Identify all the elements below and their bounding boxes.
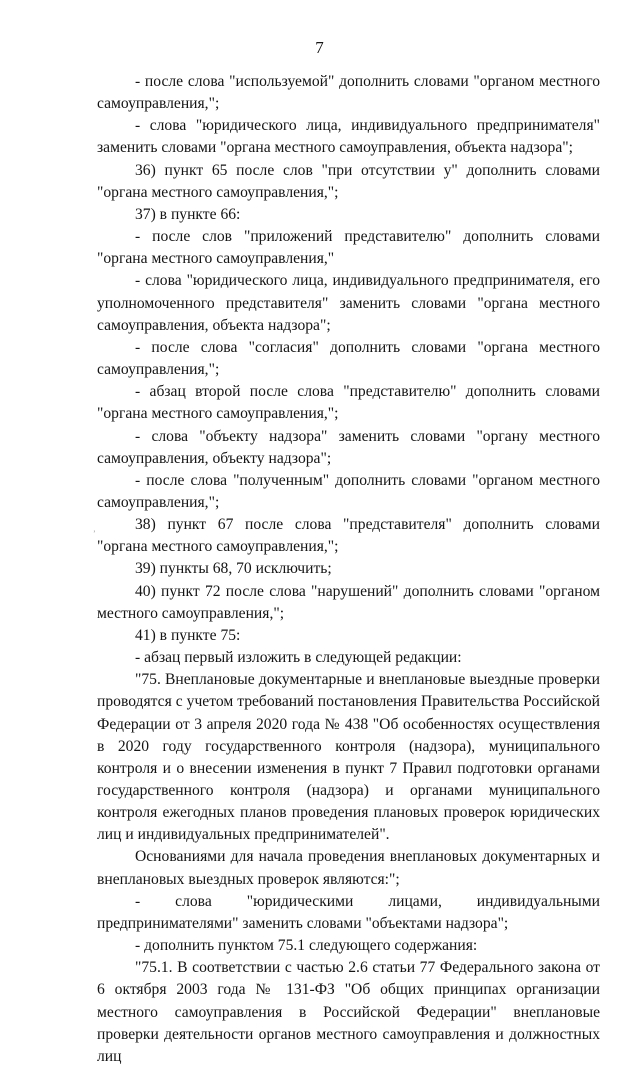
paragraph-item-41-b: - слова "юридическими лицами, индивидуальными предпринимателями" заменить словами "объектами надзора"; xyxy=(97,892,600,932)
paragraph-item-37-e: - слова "объекту надзора" заменить словами "органу местного самоуправления, объекту надзора"; xyxy=(97,427,600,467)
paragraph-item-37-c: - после слова "согласия" дополнить словами "органа местного самоуправления,"; xyxy=(97,338,600,379)
paragraph-new-point-75: "75. Внеплановые документарные и внеплановые выездные проверки проводятся с учетом требований постановления Правительства Российской Федерации от 3 апреля 2020 года № 438 "Об особенностях осуществления в 2020 году государственного контроля (надзора), муниципального контроля и о внесении изменения в пункт 7 Правил подготовки органами государственного контроля (надзора) и органами муниципального контроля ежегодных планов проведения плановых проверок юридических лиц и индивидуальных предпринимателей". xyxy=(97,671,600,844)
paragraph-amend-yur-lica: - слова "юридического лица, индивидуального предпринимателя" заменить словами "органа местного самоуправления, объекта надзора"; xyxy=(97,117,600,157)
paragraph-item-41-c: - дополнить пунктом 75.1 следующего содержания: xyxy=(135,937,478,955)
paragraph-item-41: 41) в пункте 75: xyxy=(135,626,241,644)
paragraph-item-41-a: - абзац первый изложить в следующей редакции: xyxy=(135,649,462,667)
document-body xyxy=(97,71,600,1068)
paragraph-grounds: Основаниями для начала проведения внеплановых документарных и внеплановых выездных проверок являются:"; xyxy=(97,848,600,888)
page-number: 7 xyxy=(315,38,324,57)
paragraph-item-37-f: - после слова "полученным" дополнить словами "органом местного самоуправления,"; xyxy=(97,471,600,511)
paragraph-item-37-d: - абзац второй после слова "представителю" дополнить словами "органа местного самоуправления,"; xyxy=(97,383,600,423)
paragraph-item-37-a: - после слов "приложений представителю" дополнить словами "органа местного самоуправления," xyxy=(97,228,600,268)
paragraph-item-37-b: - слова "юридического лица, индивидуального предпринимателя, его уполномоченного представителя" заменить словами "органа местного самоуправления, объекта надзора"; xyxy=(97,272,600,334)
paragraph-new-point-75-1: "75.1. В соответствии с частью 2.6 статьи 77 Федерального закона от 6 октября 2003 года № 131-ФЗ "Об общих принципах организации местного самоуправления в Российской Федерации" внеплановые проверки деятельности органов местного самоуправления и должностных лиц xyxy=(97,959,600,1065)
paragraph-item-40: 40) пункт 72 после слова "нарушений" дополнить словами "органом местного самоуправления,"; xyxy=(97,582,600,622)
scan-speck: ʼ xyxy=(93,529,96,538)
paragraph-amend-ispolzuemoy: - после слова "используемой" дополнить словами "органом местного самоуправления,"; xyxy=(97,73,600,113)
paragraph-item-38: 38) пункт 67 после слова "представителя" дополнить словами "органа местного самоуправления,"; xyxy=(97,516,600,556)
paragraph-item-37: 37) в пункте 66: xyxy=(135,205,241,223)
paragraph-item-36: 36) пункт 65 после слов "при отсутствии у" дополнить словами "органа местного самоуправления,"; xyxy=(97,161,600,201)
paragraph-item-39: 39) пункты 68, 70 исключить; xyxy=(135,560,332,578)
